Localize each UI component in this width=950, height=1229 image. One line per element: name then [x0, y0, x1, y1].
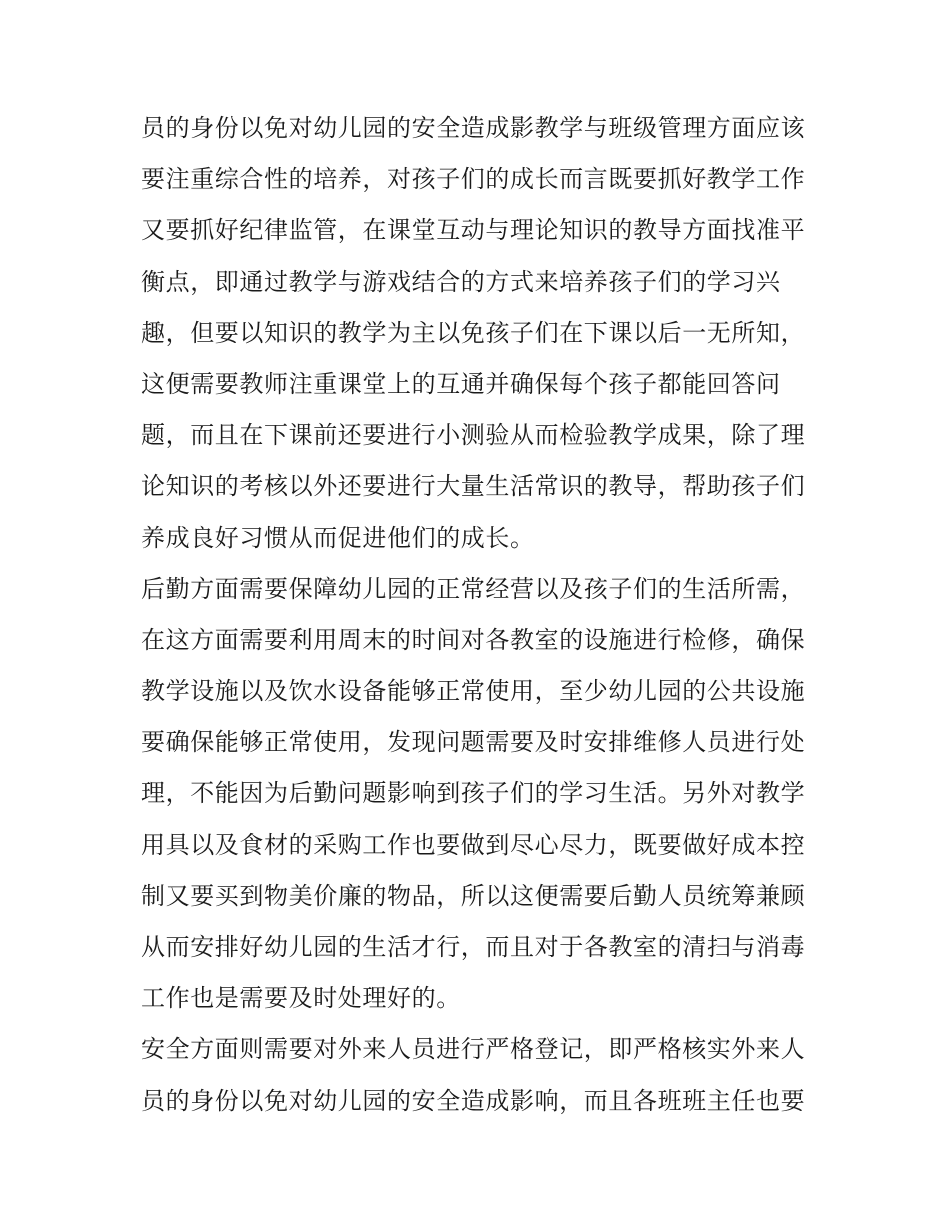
- text-line: 工作也是需要及时处理好的。: [141, 984, 461, 1013]
- text-line: 要注重综合性的培养，对孩子们的成长而言既要抓好教学工作: [141, 165, 806, 194]
- text-line: 员的身份以免对幼儿园的安全造成影响，而且各班班主任也要: [141, 1086, 806, 1115]
- body-text: [141, 103, 821, 1127]
- text-line: 用具以及食材的采购工作也要做到尽心尽力，既要做好成本控: [141, 830, 806, 859]
- text-line: 从而安排好幼儿园的生活才行，而且对于各教室的清扫与消毒: [141, 933, 806, 961]
- text-line: 员的身份以免对幼儿园的安全造成影教学与班级管理方面应该: [141, 114, 806, 142]
- text-line: 养成良好习惯从而促进他们的成长。: [141, 523, 535, 552]
- text-line: 教学设施以及饮水设备能够正常使用，至少幼儿园的公共设施: [141, 677, 806, 706]
- text-line: 在这方面需要利用周末的时间对各教室的设施进行检修，确保: [141, 625, 806, 654]
- text-line: 又要抓好纪律监管，在课堂互动与理论知识的教导方面找准平: [141, 216, 806, 245]
- text-line: 制又要买到物美价廉的物品，所以这便需要后勤人员统筹兼顾: [141, 881, 806, 910]
- text-line: 理，不能因为后勤问题影响到孩子们的学习生活。另外对教学: [141, 779, 806, 808]
- text-line: 趣，但要以知识的教学为主以免孩子们在下课以后一无所知，: [141, 318, 806, 347]
- text-line: 后勤方面需要保障幼儿园的正常经营以及孩子们的生活所需，: [141, 574, 806, 603]
- text-line: 安全方面则需要对外来人员进行严格登记，即严格核实外来人: [141, 1035, 806, 1064]
- text-line: 论知识的考核以外还要进行大量生活常识的教导，帮助孩子们: [141, 472, 806, 501]
- text-line: 要确保能够正常使用，发现问题需要及时安排维修人员进行处: [141, 728, 806, 757]
- text-line: 衡点，即通过教学与游戏结合的方式来培养孩子们的学习兴: [141, 267, 781, 296]
- text-line: 题，而且在下课前还要进行小测验从而检验教学成果，除了理: [141, 421, 806, 450]
- text-line: 这便需要教师注重课堂上的互通并确保每个孩子都能回答问: [141, 369, 781, 398]
